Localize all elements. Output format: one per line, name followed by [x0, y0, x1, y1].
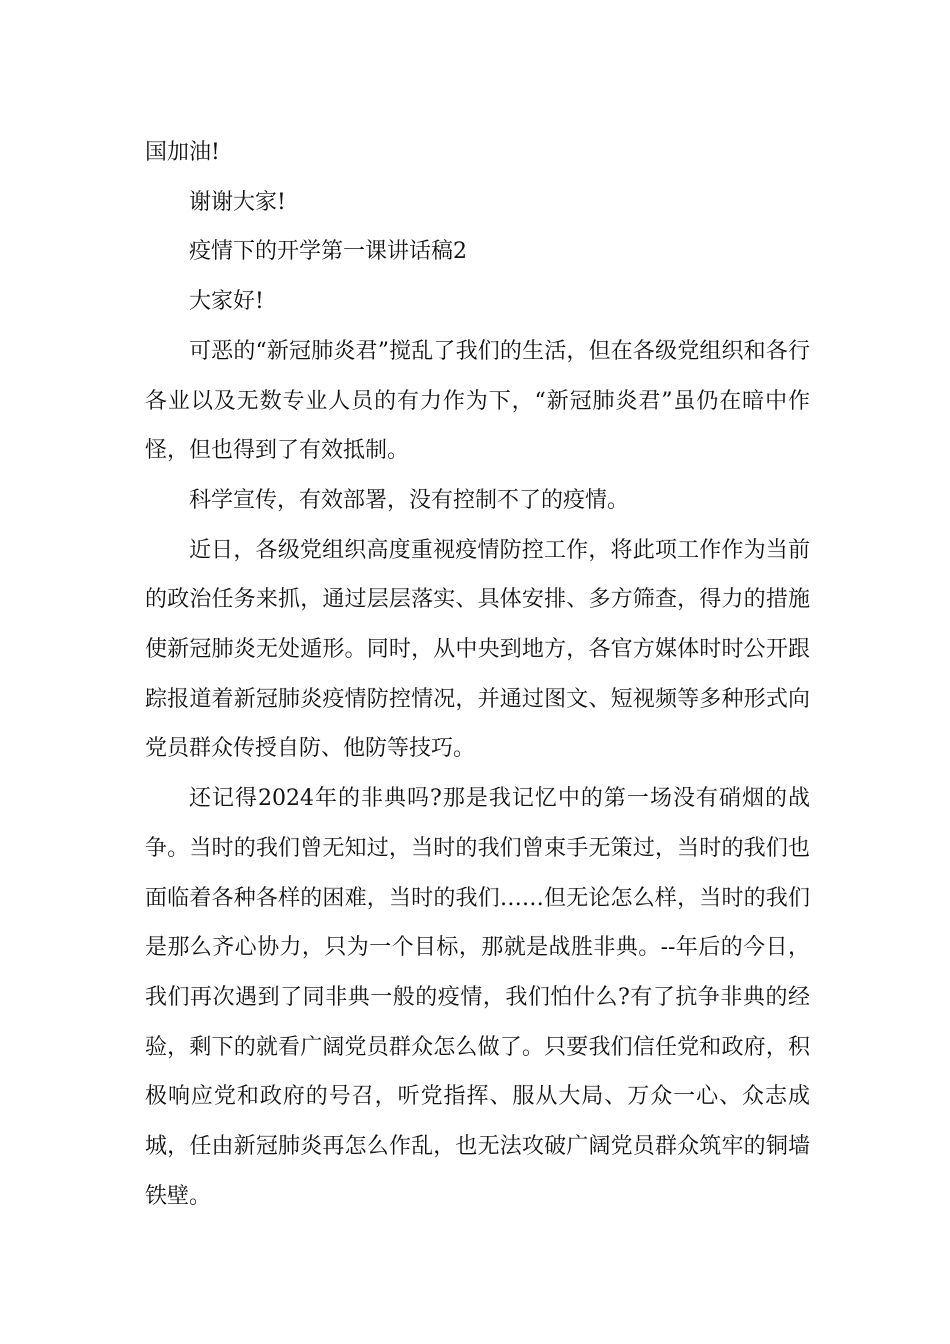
paragraph-thanks: 谢谢大家! [189, 189, 286, 215]
section-title: 疫情下的开学第一课讲话稿2 [189, 239, 467, 265]
paragraph-greeting: 大家好! [189, 289, 264, 315]
paragraph-body: 还记得2024年的非典吗?那是我记忆中的第一场没有硝烟的战争。当时的我们曾无知过，当时的我们曾束手无策过，当时的我们也面临着各种各样的困难，当时的我们……但无论怎么样，当时的我们是那么齐心协力，只为一个目标，那就是战胜非典。--年后的今日，我们再次遇到了同非典一般的疫情，我们怕什么?有了抗争非典的经验，剩下的就看广阔党员群众怎么做了。只要我们信任党和政府，积极响应党和政府的号召，听党指挥、服从大局、万众一心、众志成城，任由新冠肺炎再怎么作乱，也无法攻破广阔党员群众筑牢的铜墙铁壁。 [145, 786, 810, 1209]
paragraph-body: 可恶的“新冠肺炎君”搅乱了我们的生活，但在各级党组织和各行各业以及无数专业人员的有力作为下，“新冠肺炎君”虽仍在暗中作怪，但也得到了有效抵制。 [145, 338, 810, 464]
paragraph-body: 近日，各级党组织高度重视疫情防控工作，将此项工作作为当前的政治任务来抓，通过层层落实、具体安排、多方筛查，得力的措施使新冠肺炎无处遁形。同时，从中央到地方，各官方媒体时时公开跟踪报道着新冠肺炎疫情防控情况，并通过图文、短视频等多种形式向党员群众传授自防、他防等技巧。 [145, 537, 810, 762]
paragraph-closing-cheer: 国加油! [145, 140, 220, 165]
document-body [145, 128, 810, 1221]
paragraph-body: 科学宣传，有效部署，没有控制不了的疫情。 [189, 487, 630, 513]
